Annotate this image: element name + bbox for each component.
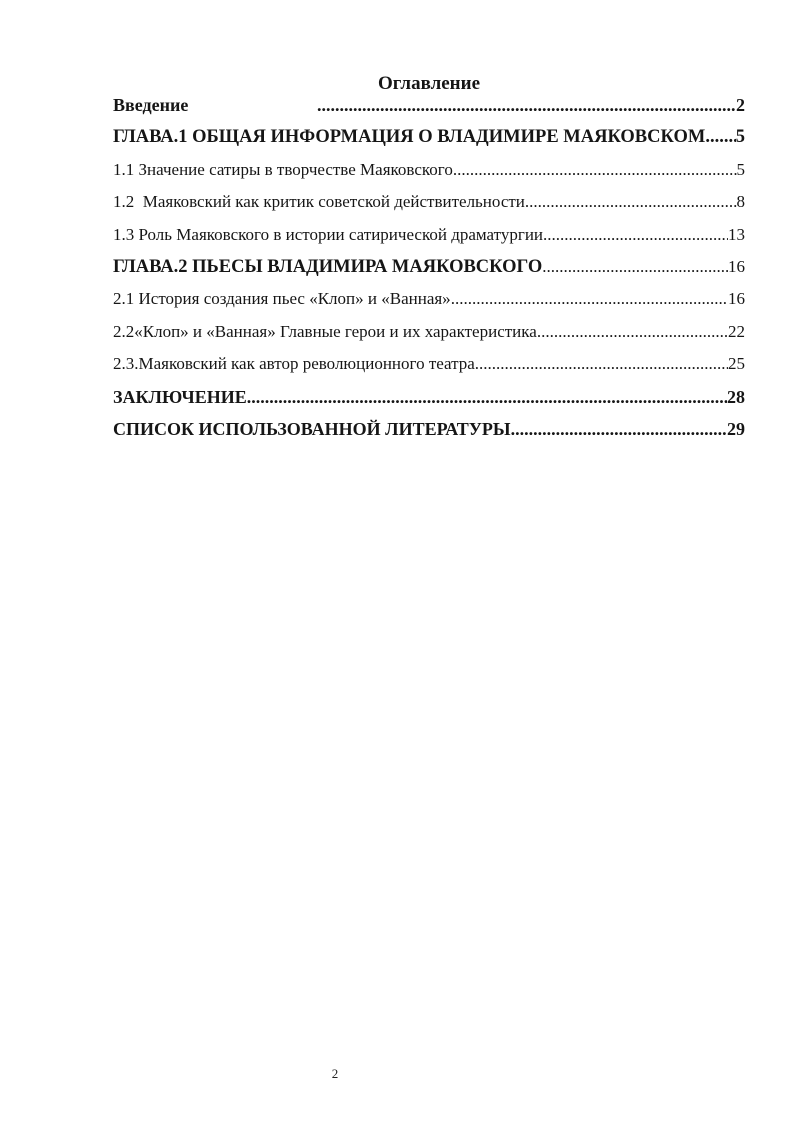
dot-leader [317, 95, 736, 116]
toc-entry-label: ГЛАВА.2 ПЬЕСЫ ВЛАДИМИРА МАЯКОВСКОГО [113, 256, 543, 277]
toc-entry-vvedenie [113, 95, 745, 127]
toc-entry-2-2 [113, 322, 745, 354]
toc-entry-1-3 [113, 225, 745, 257]
toc-entry-2-1 [113, 289, 745, 321]
toc-entry-page: 16 [728, 289, 745, 309]
toc-entry-page: 13 [728, 224, 745, 244]
dot-leader [537, 322, 728, 342]
toc-entry-glava-2 [113, 257, 745, 289]
toc-entry-label: 2.1 История создания пьес «Клоп» и «Ванная» [113, 289, 451, 309]
toc-entry-glava-1 [113, 127, 745, 159]
toc-entry-label: 1.2 Маяковский как критик советской действительности [113, 192, 525, 212]
toc-entry-label: 1.3 Роль Маяковского в истории сатирической драматургии [113, 224, 544, 244]
footer-page-number: 2 [331, 1066, 339, 1081]
dot-leader [451, 289, 728, 309]
dot-leader [511, 419, 727, 440]
dot-leader [525, 192, 737, 212]
dot-leader [247, 387, 727, 408]
dot-leader [705, 127, 735, 148]
toc-entry-label: 2.3.Маяковский как автор революционного театра [113, 354, 475, 374]
toc-entry-page: 16 [728, 256, 745, 276]
toc-entry-page: 2 [736, 95, 745, 115]
toc-entry-label: Введение [113, 95, 189, 115]
dot-leader [542, 257, 728, 277]
toc-entry-page: 8 [736, 192, 745, 212]
toc-entry-page: 29 [727, 418, 745, 439]
toc-entry-spisok-literatury [113, 419, 745, 451]
toc-entry-2-3 [113, 354, 745, 386]
toc-entry-page: 5 [735, 127, 745, 148]
dot-leader [453, 160, 737, 180]
toc-entry-label: ЗАКЛЮЧЕНИЕ [113, 386, 247, 407]
toc-entry-page: 5 [736, 159, 745, 179]
toc-entry-1-2 [113, 192, 745, 224]
dot-leader [543, 225, 728, 245]
toc-entry-label: СПИСОК ИСПОЛЬЗОВАННОЙ ЛИТЕРАТУРЫ [113, 418, 511, 439]
toc-title: Оглавление [377, 73, 481, 94]
toc-entry-page: 28 [727, 386, 745, 407]
toc-entry-label: 1.1 Значение сатиры в творчестве Маяковского [113, 159, 453, 179]
toc-entry-label: ГЛАВА.1 ОБЩАЯ ИНФОРМАЦИЯ О ВЛАДИМИРЕ МАЯКОВСКОМ [113, 127, 706, 148]
toc-entry-page: 22 [728, 321, 745, 341]
dot-leader [475, 354, 728, 374]
toc-entry-label: 2.2«Клоп» и «Ванная» Главные герои и их характеристика [113, 321, 537, 341]
toc-entry-1-1 [113, 160, 745, 192]
table-of-contents [113, 72, 745, 451]
toc-entry-page: 25 [728, 354, 745, 374]
toc-entry-zaklyuchenie [113, 387, 745, 419]
